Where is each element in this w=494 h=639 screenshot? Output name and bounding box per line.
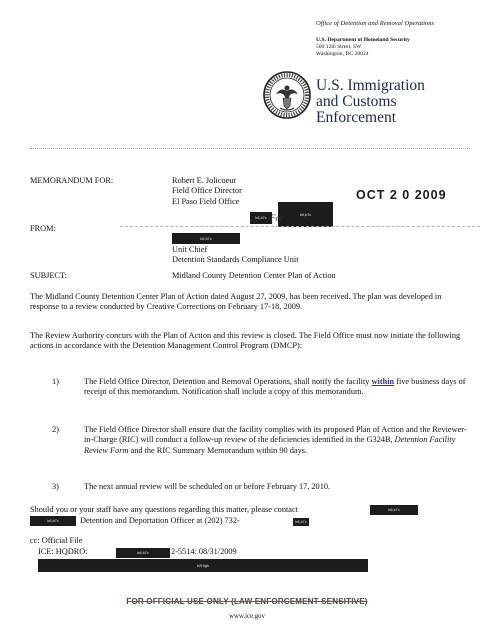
agency-line-3: Enforcement xyxy=(316,109,397,126)
header-divider xyxy=(30,148,470,149)
agency-line-2: and Customs xyxy=(316,93,397,110)
redaction-block: b6,b7c xyxy=(250,212,272,224)
city-address: Washington, DC 20024 xyxy=(316,51,369,57)
memo-from-label: FROM: xyxy=(30,224,56,233)
redaction-block: b6,b7c xyxy=(278,202,333,227)
street-address: 500 12th Street, SW xyxy=(316,44,362,50)
sender-title: Unit Chief xyxy=(172,245,208,254)
form-name: Detention Facility Review Form xyxy=(84,435,456,455)
agency-website: www.ice.gov xyxy=(229,613,265,620)
office-name: Office of Detention and Removal Operations xyxy=(316,20,435,27)
redaction-block: b6,b7c xyxy=(370,505,418,515)
contact-line-1: Should you or your staff have any questions regarding this matter, please contact xyxy=(30,505,298,514)
list-text: The Field Office Director, Detention and Removal Operations, shall notify the facility within five business days of receipt of this memorandum. Notification shall include a copy of this memorandum. xyxy=(84,377,466,397)
cc-ice-prefix: ICE: HQDRO: xyxy=(38,547,88,556)
contact-line-2: Detention and Deportation Officer at (202) 732- xyxy=(80,516,240,525)
redaction-block: b6,b7c xyxy=(116,548,170,558)
list-number: 2) xyxy=(52,425,59,434)
redaction-block: b6,b7c xyxy=(293,518,309,526)
paragraph-review-closed: The Review Authority concurs with the Plan of Action and this review is closed. The Field Office must now initiate the following actions in accordance with the Detention Management Control Program (DMCP): xyxy=(30,331,461,351)
redaction-block: b2High xyxy=(38,559,368,572)
list-number: 3) xyxy=(52,482,59,491)
paragraph-plan-received: The Midland County Detention Center Plan of Action dated August 27, 2009, has been received. The plan was developed in response to a review conducted by Creative Corrections on February 17-18, 2009. xyxy=(30,292,442,312)
memo-subject: Midland County Detention Center Plan of Action xyxy=(172,271,336,280)
redaction-block: b6,b7c xyxy=(30,516,76,526)
emphasis-within: within xyxy=(371,377,395,386)
agency-line-1: U.S. Immigration xyxy=(316,77,425,94)
memo-for-label: MEMORANDUM FOR: xyxy=(30,176,114,185)
memo-recipient xyxy=(172,176,242,207)
memo-subject-label: SUBJECT: xyxy=(30,271,67,280)
handwritten-annotation: For xyxy=(270,213,284,223)
list-item xyxy=(52,482,472,494)
memo-sender xyxy=(172,245,299,266)
received-date-stamp: OCT 2 0 2009 xyxy=(356,188,447,202)
redaction-block: b6,b7c xyxy=(172,233,240,244)
recipient-name: Robert E. Jolicoeur xyxy=(172,176,237,185)
list-number: 1) xyxy=(52,377,59,386)
classification-marking: FOR OFFICIAL USE ONLY (LAW ENFORCEMENT SENSITIVE) xyxy=(126,597,368,606)
from-divider xyxy=(120,226,480,227)
cc-ice-suffix: 2-5514: 08/31/2009 xyxy=(171,547,237,556)
list-text: The next annual review will be scheduled on or before February 17, 2010. xyxy=(84,482,331,491)
department-address xyxy=(316,37,410,58)
dhs-seal-icon xyxy=(262,70,312,120)
department-name: U.S. Department of Homeland Security xyxy=(316,37,410,43)
recipient-title: Field Office Director xyxy=(172,186,242,196)
list-item xyxy=(52,377,472,409)
cc-official-file: cc: Official File xyxy=(30,536,83,545)
agency-name xyxy=(316,78,425,126)
sender-unit: Detention Standards Compliance Unit xyxy=(172,255,299,265)
list-text: The Field Office Director shall ensure that the facility complies with its proposed Plan of Action and the Reviewer-in-Charge (RIC) will conduct a follow-up review of the deficiencies identified in the G324B, Detention Facility Review Form and the RIC Summary Memorandum within 90 days. xyxy=(84,425,467,455)
recipient-office: El Paso Field Office xyxy=(172,196,240,206)
list-item xyxy=(52,425,472,467)
